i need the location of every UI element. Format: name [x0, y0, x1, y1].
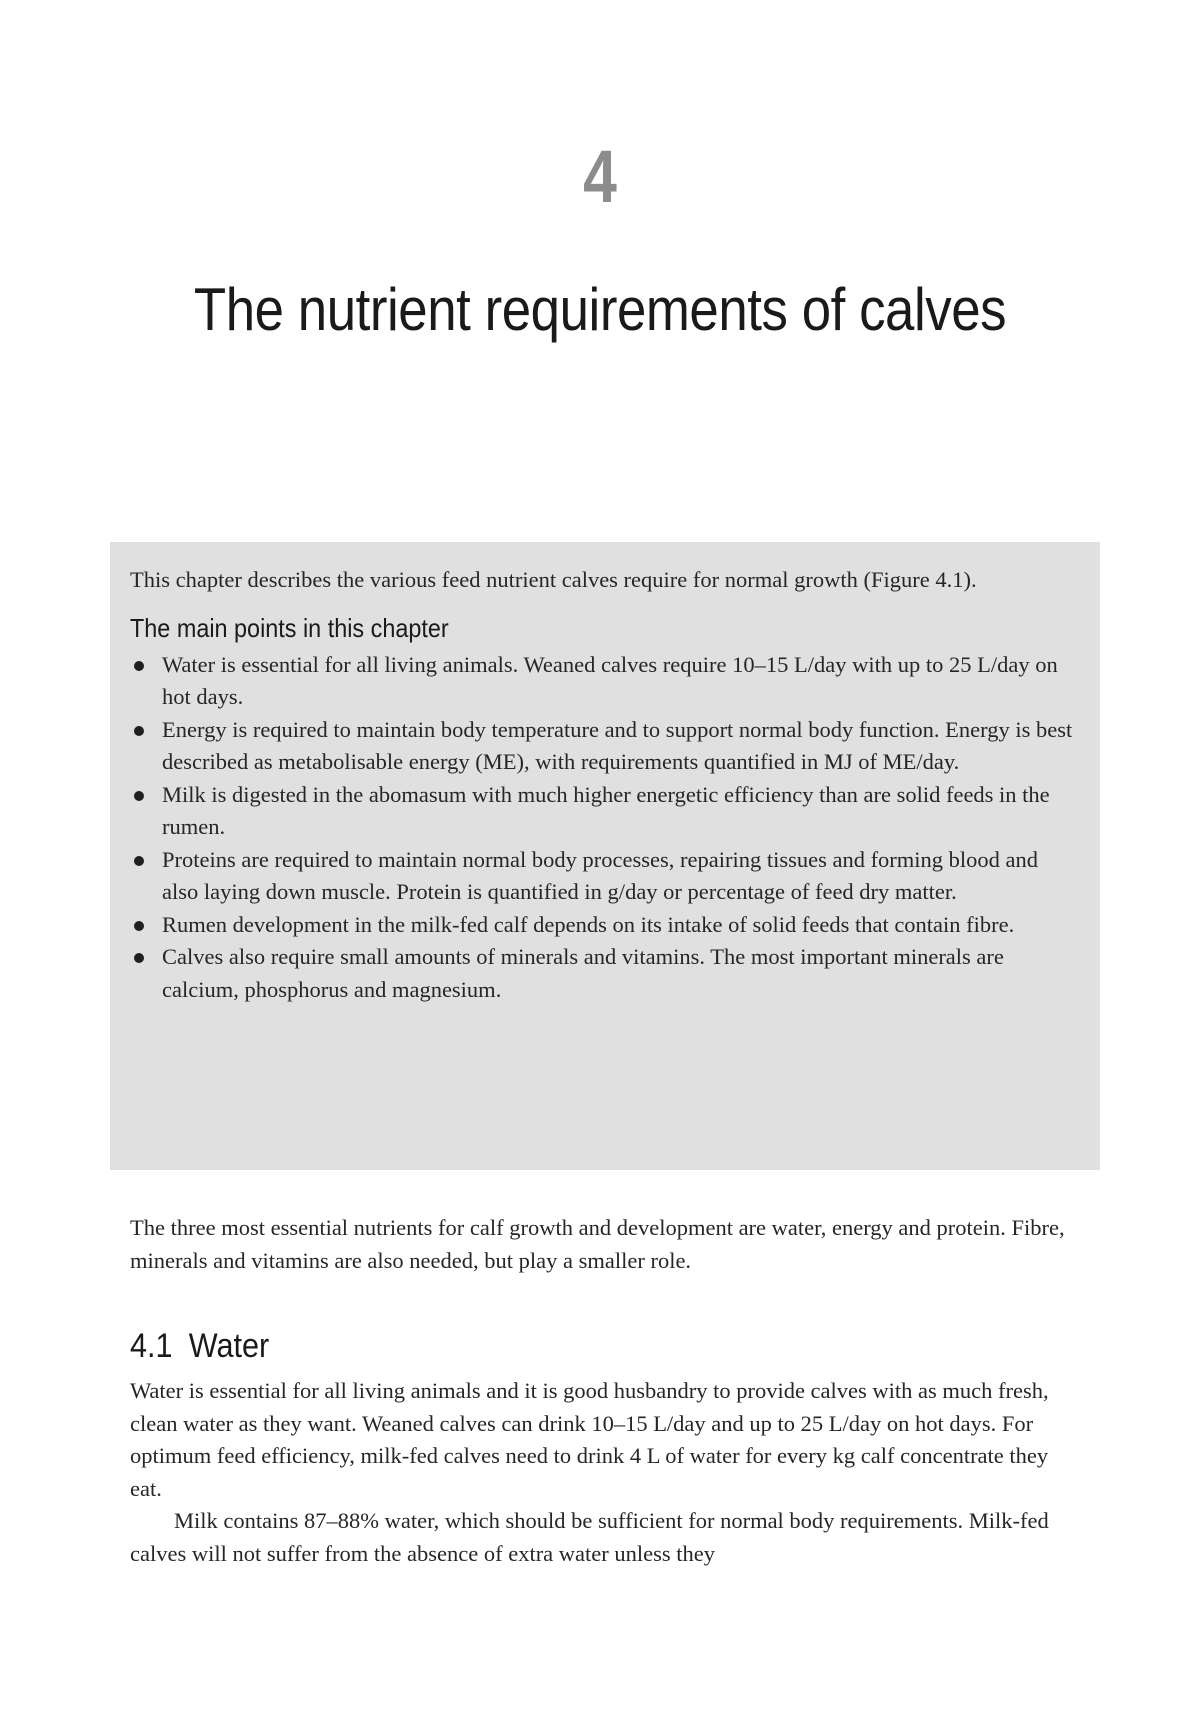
main-point-item [130, 779, 1074, 844]
bullet-icon [134, 856, 144, 866]
section-title: Water [188, 1327, 270, 1365]
summary-intro: This chapter describes the various feed nutrient calves require for normal growth (Figure 4.1). [130, 567, 977, 592]
main-point-text: Calves also require small amounts of minerals and vitamins. The most important minerals are calcium, phosphorus and magnesium. [162, 944, 1004, 1002]
main-point-text: Rumen development in the milk-fed calf depends on its intake of solid feeds that contain fibre. [162, 911, 1015, 937]
bullet-icon [134, 953, 144, 963]
intro-paragraph: The three most essential nutrients for calf growth and development are water, energy and protein. Fibre, minerals and vitamins are also needed, but play a smaller role. [130, 1215, 1065, 1273]
bullet-icon [134, 921, 144, 931]
main-point-item [130, 844, 1074, 909]
main-point-item [130, 941, 1074, 1006]
chapter-number: 4 [583, 135, 617, 218]
bullet-icon [134, 791, 144, 801]
chapter-summary-box [110, 542, 1100, 1170]
summary-heading: The main points in this chapter [130, 612, 449, 643]
section-number: 4.1 [130, 1327, 173, 1365]
body-paragraph: Water is essential for all living animals and it is good husbandry to provide calves with as much fresh, clean water as they want. Weaned calves can drink 10–15 L/day and up to 25 L/day on hot days. For optimum feed efficiency, milk-fed calves need to drink 4 L of water for every kg calf concentrate they eat. [130, 1378, 1049, 1501]
main-point-text: Energy is required to maintain body temperature and to support normal body function. Energy is best described as metabolisable energy (ME), with requirements quantified in MJ of ME/day. [162, 716, 1073, 774]
chapter-title: The nutrient requirements of calves [193, 276, 1007, 343]
body-paragraph: Milk contains 87–88% water, which should be sufficient for normal body requirements. Milk-fed calves will not suffer from the absence of extra water unless they [130, 1508, 1049, 1566]
main-point-item [130, 714, 1074, 779]
main-point-text: Milk is digested in the abomasum with much higher energetic efficiency than are solid feeds in the rumen. [162, 781, 1050, 839]
main-point-item [130, 909, 1074, 942]
section-heading [130, 1326, 269, 1366]
bullet-icon [134, 726, 144, 736]
main-point-text: Proteins are required to maintain normal body processes, repairing tissues and forming blood and also laying down muscle. Protein is quantified in g/day or percentage of feed dry matter. [162, 846, 1039, 904]
main-points-list [130, 649, 1074, 1007]
main-point-text: Water is essential for all living animals. Weaned calves require 10–15 L/day with up to 25 L/day on hot days. [162, 651, 1058, 709]
main-point-item [130, 649, 1074, 714]
bullet-icon [134, 661, 144, 671]
